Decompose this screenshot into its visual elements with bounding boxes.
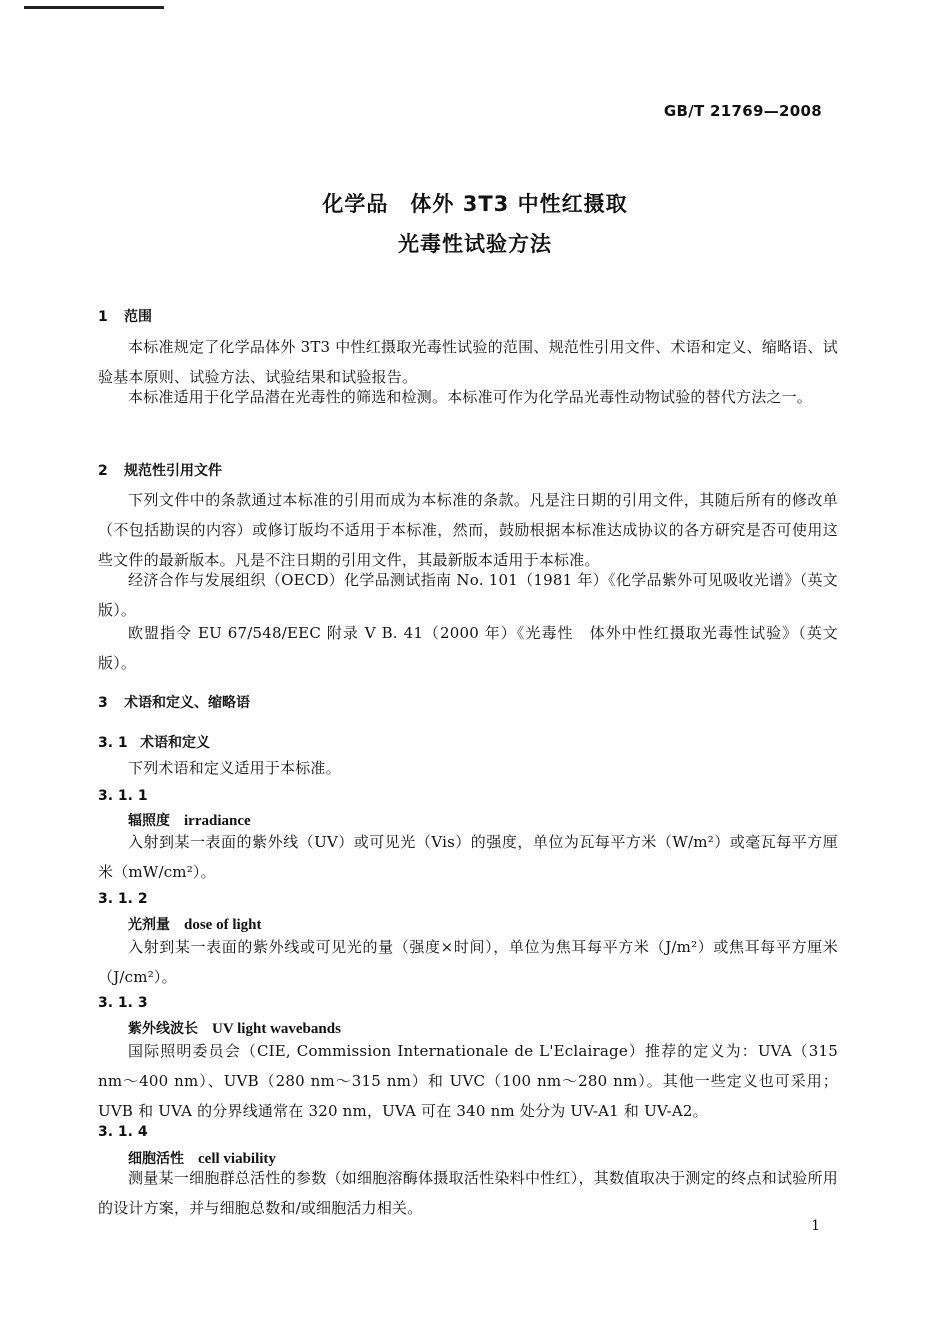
section-3-1-heading: 3. 1 术语和定义 — [98, 735, 210, 751]
section-2-paragraph-1: 下列文件中的条款通过本标准的引用而成为本标准的条款。凡是注日期的引用文件，其随后所有的修改单（不包括勘误的内容）或修订版均不适用于本标准，然而，鼓励根据本标准达成协议的各方研究是否可使用这些文件的最新版本。凡是不注日期的引用文件，其最新版本适用于本标准。 — [98, 491, 838, 569]
term-3-1-1-title: 辐照度 irradiance — [128, 813, 251, 829]
term-3-1-1-number: 3. 1. 1 — [98, 788, 148, 804]
section-3-heading: 3 术语和定义、缩略语 — [98, 695, 250, 711]
section-2-heading: 2 规范性引用文件 — [98, 463, 222, 479]
term-3-1-3-definition: 国际照明委员会（CIE, Commission Internationale de L'Eclairage）推荐的定义为：UVA（315 nm～400 nm）、UVB（280 nm～315 nm）和 UVC（100 nm～280 nm）。其他一些定义也可采用；UVB 和 UVA 的分界线通常在 320 nm，UVA 可在 340 nm 处分为 UV-A1 和 UV-A2。 — [98, 1042, 838, 1120]
term-3-1-4-definition: 测量某一细胞群总活性的参数（如细胞溶酶体摄取活性染料中性红），其数值取决于测定的终点和试验所用的设计方案，并与细胞总数和/或细胞活力相关。 — [98, 1169, 838, 1217]
term-3-1-4-number: 3. 1. 4 — [98, 1124, 148, 1140]
title-line-1: 化学品 体外 3T3 中性红摄取 — [322, 192, 628, 216]
term-3-1-3-number: 3. 1. 3 — [98, 995, 148, 1011]
term-3-1-2-definition: 入射到某一表面的紫外线或可见光的量（强度×时间），单位为焦耳每平方米（J/m²）或焦耳每平方厘米（J/cm²）。 — [98, 938, 838, 986]
section-3-1-paragraph: 下列术语和定义适用于本标准。 — [128, 759, 341, 777]
section-1-heading: 1 范围 — [98, 309, 152, 325]
section-2-paragraph-2: 经济合作与发展组织（OECD）化学品测试指南 No. 101（1981 年）《化学品紫外可见吸收光谱》（英文版）。 — [98, 571, 838, 619]
section-2-paragraph-3: 欧盟指令 EU 67/548/EEC 附录 V B. 41（2000 年）《光毒性 体外中性红摄取光毒性试验》（英文版）。 — [98, 624, 838, 672]
top-rule — [24, 6, 164, 9]
term-3-1-4-title: 细胞活性 cell viability — [128, 1151, 276, 1167]
term-3-1-3-title: 紫外线波长 UV light wavebands — [128, 1021, 341, 1037]
term-3-1-2-title: 光剂量 dose of light — [128, 917, 262, 933]
term-3-1-1-definition: 入射到某一表面的紫外线（UV）或可见光（Vis）的强度，单位为瓦每平方米（W/m²）或毫瓦每平方厘米（mW/cm²）。 — [98, 833, 838, 881]
title-line-2: 光毒性试验方法 — [398, 232, 552, 256]
section-1-paragraph-2: 本标准适用于化学品潜在光毒性的筛选和检测。本标准可作为化学品光毒性动物试验的替代方法之一。 — [128, 388, 813, 406]
standard-number: GB/T 21769—2008 — [663, 102, 822, 120]
section-1-paragraph-1: 本标准规定了化学品体外 3T3 中性红摄取光毒性试验的范围、规范性引用文件、术语和定义、缩略语、试验基本原则、试验方法、试验结果和试验报告。 — [98, 338, 838, 386]
term-3-1-2-number: 3. 1. 2 — [98, 891, 148, 907]
page-number: 1 — [811, 1218, 820, 1234]
